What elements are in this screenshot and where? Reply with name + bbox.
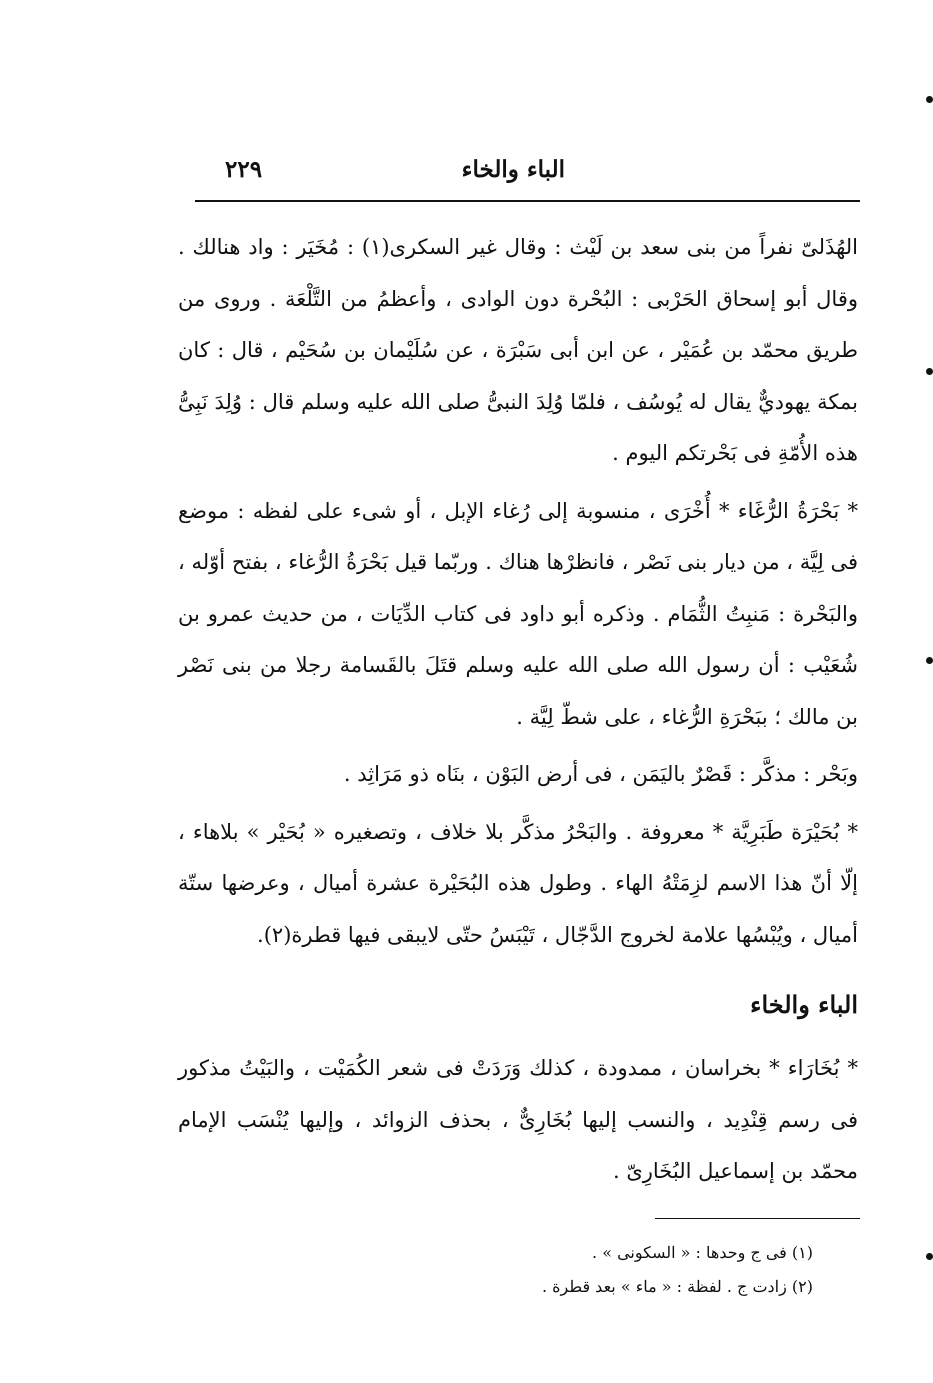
running-header (195, 150, 860, 190)
paragraph: الهُذَلىّ نفراً من بنى سعد بن لَيْث : وقال غير السكرى(١) : مُخَيَر : واد هنالك . وقال أبو إسحاق الحَرْبى : البُحْرة دون الوادى ، وأعظمُ من التَّلْعَة . وروى من طريق محمّد بن عُمَيْر ، عن ابن أبى سَبْرَة ، عن سُلَيْمان بن سُحَيْم ، قال : كان بمكة يهوديٌّ يقال له يُوسُف ، فلمّا وُلِدَ النبىُّ صلى الله عليه وسلم قال : وُلِدَ نَبِىُّ هذه الأُمّةِ فى بَحْرتكم اليوم . (178, 235, 858, 465)
page-number: ٢٢٩ (225, 156, 263, 183)
margin-mark (926, 368, 933, 375)
paragraph: * بُحَيْرَة طَبَرِيَّة * معروفة . والبَحْرُ مذكَّر بلا خلاف ، وتصغيره « بُحَيْر » بلاهاء ، إلّا أنّ هذا الاسم لزِمَتْهُ الهاء . وطول هذه البُحَيْرة عشرة أميال ، وعرضها ستّة أميال ، ويُبْسُها علامة لخروج الدَّجّال ، تَيْبَسُ حتّى لايبقى فيها قطرة(٢). (178, 819, 858, 947)
header-rule (195, 200, 860, 202)
paragraph: * بُخَارَاء * بخراسان ، ممدودة ، كذلك وَرَدَتْ فى شعر الكُمَيْت ، والبَيْتُ مذكور فى رسم قِنْدِيد ، والنسب إليها بُخَارِىٌّ ، بحذف الزوائد ، وإليها يُنْسَب الإمام محمّد بن إسماعيل البُخَارِىّ . (178, 1056, 858, 1183)
running-title: الباء والخاء (461, 156, 565, 183)
margin-mark (926, 1253, 933, 1260)
section-heading: الباء والخاء (750, 990, 858, 1019)
paragraph: * بَحْرَةُ الرُّغَاء * أُخْرَى ، منسوبة إلى رُغاء الإبل ، أو شىء على لفظه : موضع فى لِيَّة ، من ديار بنى نَصْر ، فانظرْها هناك . وربّما قيل بَحْرَةُ الرُّغاء ، بفتح أوّله ، والبَحْرة : مَنبِتُ الثُّمَام . وذكره أبو داود فى كتاب الدِّيَات ، من حديث عمرو بن شُعَيْب : أن رسول الله صلى الله عليه وسلم قتَلَ بالقَسامة رجلا من بنى نَصْر بن مالك ؛ ببَحْرَةِ الرُّغاء ، على شطّ لِيَّة . (178, 498, 858, 729)
margin-mark (926, 96, 933, 103)
margin-mark (926, 657, 933, 664)
body-text (178, 222, 858, 1204)
footnote-rule (655, 1218, 860, 1219)
paragraph: وبَحْر : مذكَّر : قَصْرٌ باليَمَن ، فى أرض البَوْن ، بنَاه ذو مَرَاثِد . (343, 762, 858, 786)
footnotes (393, 1236, 813, 1304)
footnote: (١) فى ج وحدها : « السكونى » . (592, 1243, 813, 1262)
footnote: (٢) زادت ج . لفظة : « ماء » بعد قطرة . (541, 1277, 813, 1296)
